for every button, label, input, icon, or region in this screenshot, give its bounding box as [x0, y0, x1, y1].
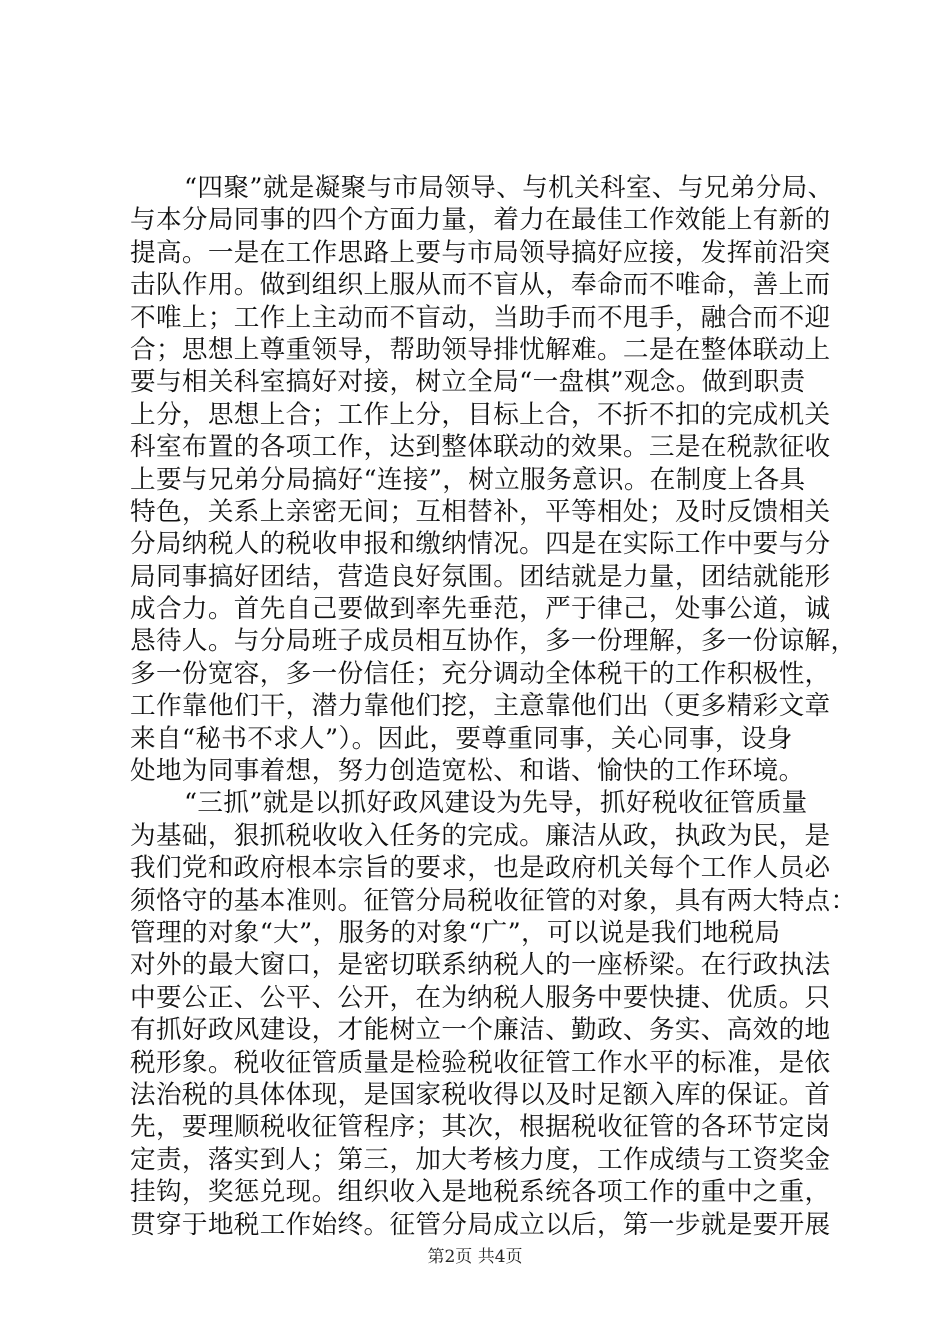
document-body [130, 172, 857, 1241]
text-line: 来自“秘书不求人”）。因此，要尊重同事，关心同事，设身 [130, 723, 793, 754]
text-line: 为基础，狠抓税收收入任务的完成。廉洁从政，执政为民，是 [130, 820, 831, 851]
text-line: 特色，关系上亲密无间；互相替补，平等相处；及时反馈相关 [130, 496, 831, 527]
text-line: “四聚”就是凝聚与市局领导、与机关科室、与兄弟分局、 [184, 173, 834, 203]
text-line: 提高。一是在工作思路上要与市局领导搞好应接，发挥前沿突 [130, 237, 831, 268]
text-line: 工作靠他们干，潜力靠他们挖，主意靠他们出（更多精彩文章 [130, 691, 831, 722]
text-line: 上要与兄弟分局搞好“连接”，树立服务意识。在制度上各具 [130, 464, 806, 495]
text-line: 恳待人。与分局班子成员相互协作，多一份理解，多一份谅解， [130, 626, 857, 657]
text-line: 科室布置的各项工作，达到整体联动的效果。三是在税款征收 [130, 432, 831, 463]
text-line: 先，要理顺税收征管程序；其次，根据税收征管的各环节定岗 [130, 1112, 831, 1143]
text-line: 税形象。税收征管质量是检验税收征管工作水平的标准，是依 [130, 1047, 831, 1078]
text-line: 与本分局同事的四个方面力量，着力在最佳工作效能上有新的 [130, 205, 831, 236]
text-line: 局同事搞好团结，营造良好氛围。团结就是力量，团结就能形 [130, 561, 831, 592]
text-line: 我们党和政府根本宗旨的要求，也是政府机关每个工作人员必 [130, 853, 831, 884]
text-line: 不唯上；工作上主动而不盲动，当助手而不甩手，融合而不迎 [130, 302, 831, 333]
paragraph [130, 787, 857, 1240]
text-line: 要与相关科室搞好对接，树立全局“一盘棋”观念。做到职责 [130, 367, 806, 398]
text-line: 法治税的具体体现，是国家税收得以及时足额入库的保证。首 [130, 1079, 831, 1110]
text-line: 须恪守的基本准则。征管分局税收征管的对象，具有两大特点： [130, 885, 857, 916]
text-line: 分局纳税人的税收申报和缴纳情况。四是在实际工作中要与分 [130, 529, 831, 560]
text-line: 处地为同事着想，努力创造宽松、和谐、愉快的工作环境。 [130, 756, 805, 787]
text-line: 管理的对象“大”，服务的对象“广”，可以说是我们地税局 [130, 917, 781, 948]
text-line: 挂钩，奖惩兑现。组织收入是地税系统各项工作的重中之重， [130, 1177, 831, 1208]
text-line: 击队作用。做到组织上服从而不盲从，奉命而不唯命，善上而 [130, 270, 831, 301]
text-line: 成合力。首先自己要做到率先垂范，严于律己，处事公道，诚 [130, 594, 831, 625]
text-line: 中要公正、公平、公开，在为纳税人服务中要快捷、优质。只 [130, 982, 831, 1013]
paragraph [130, 172, 857, 787]
page-footer: 第2页 共4页 [427, 1247, 523, 1267]
text-line: 合；思想上尊重领导，帮助领导排忧解难。二是在整体联动上 [130, 334, 831, 365]
text-line: 多一份宽容，多一份信任；充分调动全体税干的工作积极性， [130, 658, 831, 689]
text-line: 定责，落实到人；第三，加大考核力度，工作成绩与工资奖金 [130, 1144, 831, 1175]
text-line: 对外的最大窗口，是密切联系纳税人的一座桥梁。在行政执法 [130, 950, 831, 981]
text-line: 有抓好政风建设，才能树立一个廉洁、勤政、务实、高效的地 [130, 1015, 831, 1046]
text-line: 上分，思想上合；工作上分，目标上合，不折不扣的完成机关 [130, 399, 831, 430]
text-line: “三抓”就是以抓好政风建设为先导，抓好税收征管质量 [184, 788, 808, 819]
text-line: 贯穿于地税工作始终。征管分局成立以后，第一步就是要开展 [130, 1209, 831, 1240]
